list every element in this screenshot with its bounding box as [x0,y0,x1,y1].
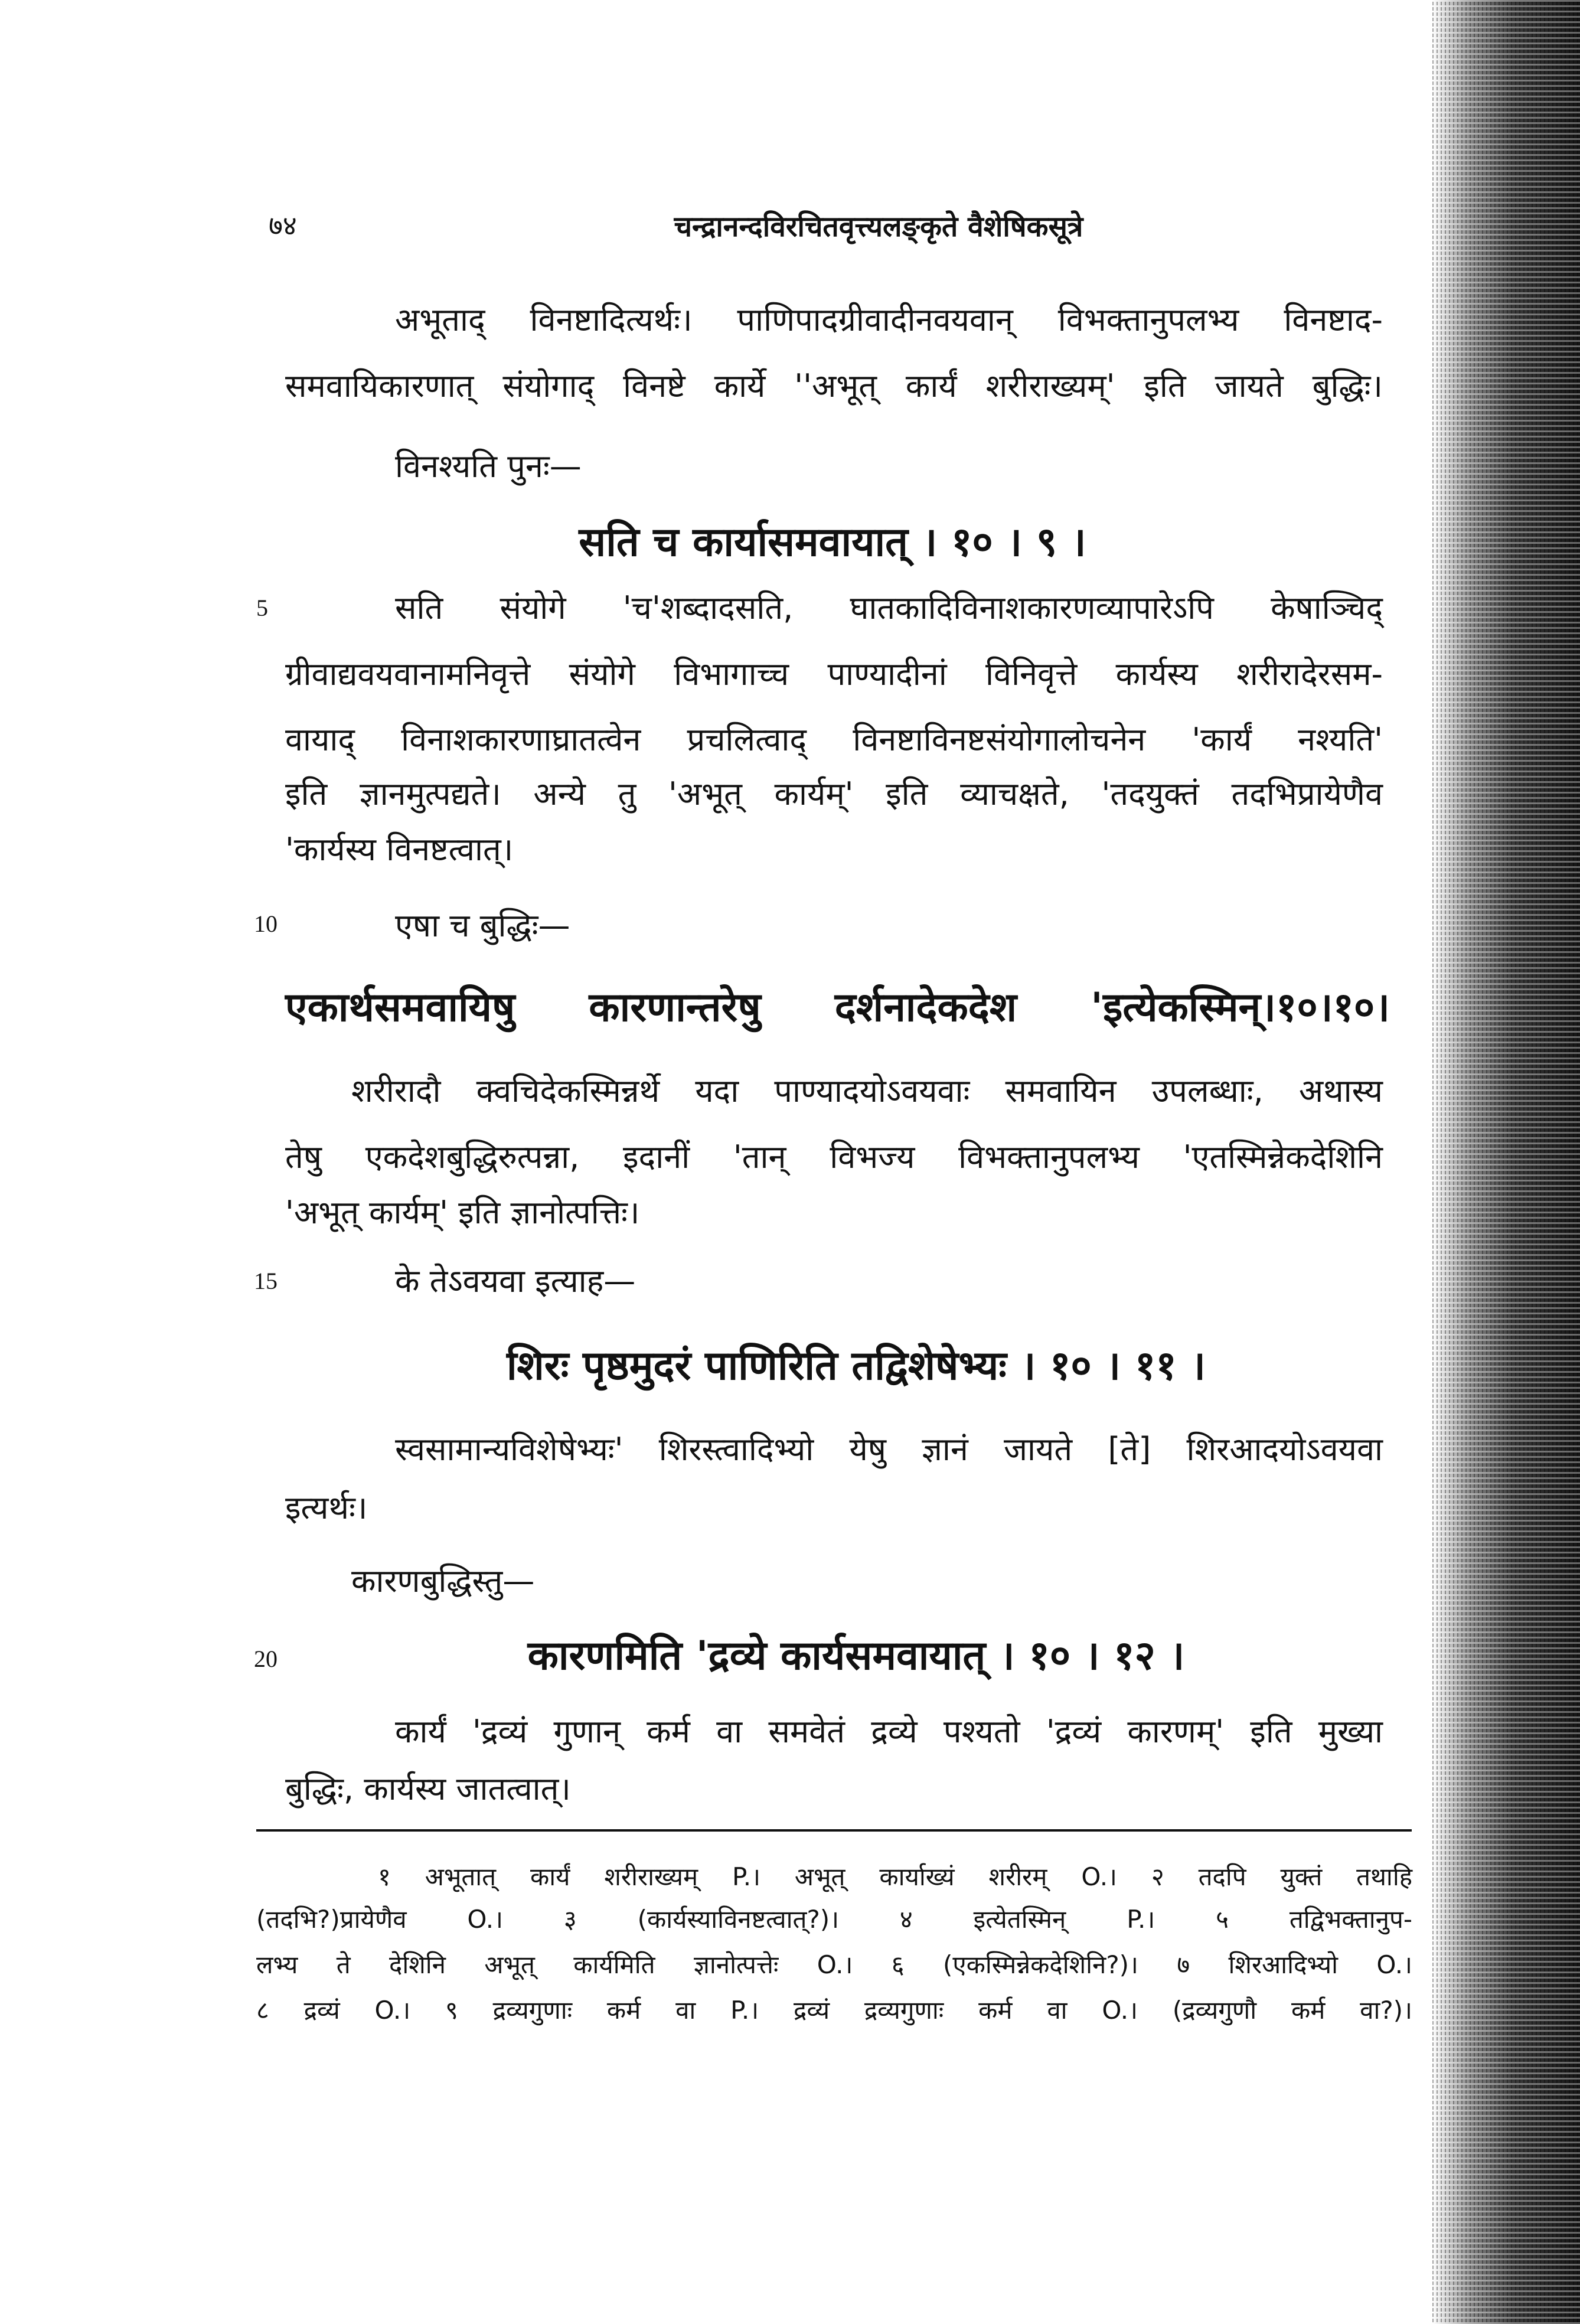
footnote-line: (तदभि?)प्रायेणैव O.। ३ (कार्यस्याविनष्टत्वात्?)। ४ इत्येतस्मिन् P.। ५ तद्विभक्तानुप- [256,1905,1412,1934]
line-number: 20 [254,1646,278,1672]
text-line: सति संयोगे 'च'शब्दादसति, घातकादिविनाशकारणव्यापारेऽपि केषाञ्चिद् [395,589,1383,626]
sutra-heading: शिरः पृष्ठमुदरं पाणिरिति तद्विशेषेभ्यः । १० । ११ । [506,1343,1206,1389]
text-line: 'कार्यस्य विनष्टत्वात्। [285,831,514,868]
text-line: एषा च बुद्धिः— [395,907,570,944]
text-line: ग्रीवाद्यवयवानामनिवृत्ते संयोगे विभागाच्च पाण्यादीनां विनिवृत्ते कार्यस्य शरीरादेरसम- [285,655,1383,693]
sutra-heading: कारणमिति 'द्रव्ये कार्यसमवायात् । १० । १२ । [527,1633,1185,1679]
text-line: इत्यर्थः। [285,1489,368,1526]
text-line: तेषु एकदेशबुद्धिरुत्पन्ना, इदानीं 'तान् विभज्य विभक्तानुपलभ्य 'एतस्मिन्नेकदेशिनि [285,1138,1383,1176]
sutra-heading: सति च कार्यासमवायात् । १० । ९ । [579,519,1086,566]
text-line: बुद्धिः, कार्यस्य जातत्वात्। [285,1770,571,1807]
text-line: वायाद् विनाशकारणाघ्रातत्वेन प्रचलित्वाद् विनष्टाविनष्टसंयोगालोचनेन 'कार्यं नश्यति' [285,721,1383,758]
text-line: विनश्यति पुनः— [395,448,582,485]
footnote-line: ८ द्रव्यं O.। ९ द्रव्यगुणाः कर्म वा P.। द्रव्यं द्रव्यगुणाः कर्म वा O.। (द्रव्यगुणौ कर्म वा?)। [256,1996,1412,2025]
text-line: शरीरादौ क्वचिदेकस्मिन्नर्थे यदा पाण्यादयोऽवयवाः समवायिन उपलब्धाः, अथास्य [351,1072,1383,1109]
footnote-divider [256,1829,1412,1832]
text-line: समवायिकारणात् संयोगाद् विनष्टे कार्ये ''अभूत् कार्यं शरीराख्यम्' इति जायते बुद्धिः। [285,367,1383,404]
text-line: अभूताद् विनष्टादित्यर्थः। पाणिपादग्रीवादीनवयवान् विभक्तानुपलभ्य विनष्टाद- [395,301,1383,338]
text-line: इति ज्ञानमुत्पद्यते। अन्ये तु 'अभूत् कार्यम्' इति व्याचक्षते, 'तदयुक्तं तदभिप्रायेणैव [285,775,1383,812]
text-line: के तेऽवयवा इत्याह— [395,1262,636,1300]
scan-edge-noise [1432,0,1580,2324]
line-number: 15 [254,1268,278,1294]
text-line: 'अभूत् कार्यम्' इति ज्ञानोत्पत्तिः। [285,1194,640,1231]
text-line: कार्यं 'द्रव्यं गुणान् कर्म वा समवेतं द्रव्ये पश्यतो 'द्रव्यं कारणम्' इति मुख्या [395,1713,1383,1750]
sutra-heading: एकार्थसमवायिषु कारणान्तरेषु दर्शनादेकदेश 'इत्येकस्मिन्।१०।१०। [285,984,1390,1031]
running-title: चन्द्रानन्दविरचितवृत्त्यलङ्कृते वैशेषिकसूत्रे [674,210,1083,243]
line-number: 10 [254,910,278,937]
line-number: 5 [256,595,268,621]
footnote-line: लभ्य ते देशिनि अभूत् कार्यमिति ज्ञानोत्पत्तेः O.। ६ (एकस्मिन्नेकदेशिनि?)। ७ शिरआदिभ्यो O.। [256,1950,1412,1979]
footnote-line: १ अभूतात् कार्यं शरीराख्यम् P.। अभूत् कार्याख्यं शरीरम् O.। २ तदपि युक्तं तथाहि [378,1862,1412,1891]
page-number: ७४ [269,211,297,241]
text-line: कारणबुद्धिस्तु— [351,1562,535,1600]
text-line: स्वसामान्यविशेषेभ्यः' शिरस्त्वादिभ्यो येषु ज्ञानं जायते [ते] शिरआदयोऽवयवा [395,1431,1383,1468]
